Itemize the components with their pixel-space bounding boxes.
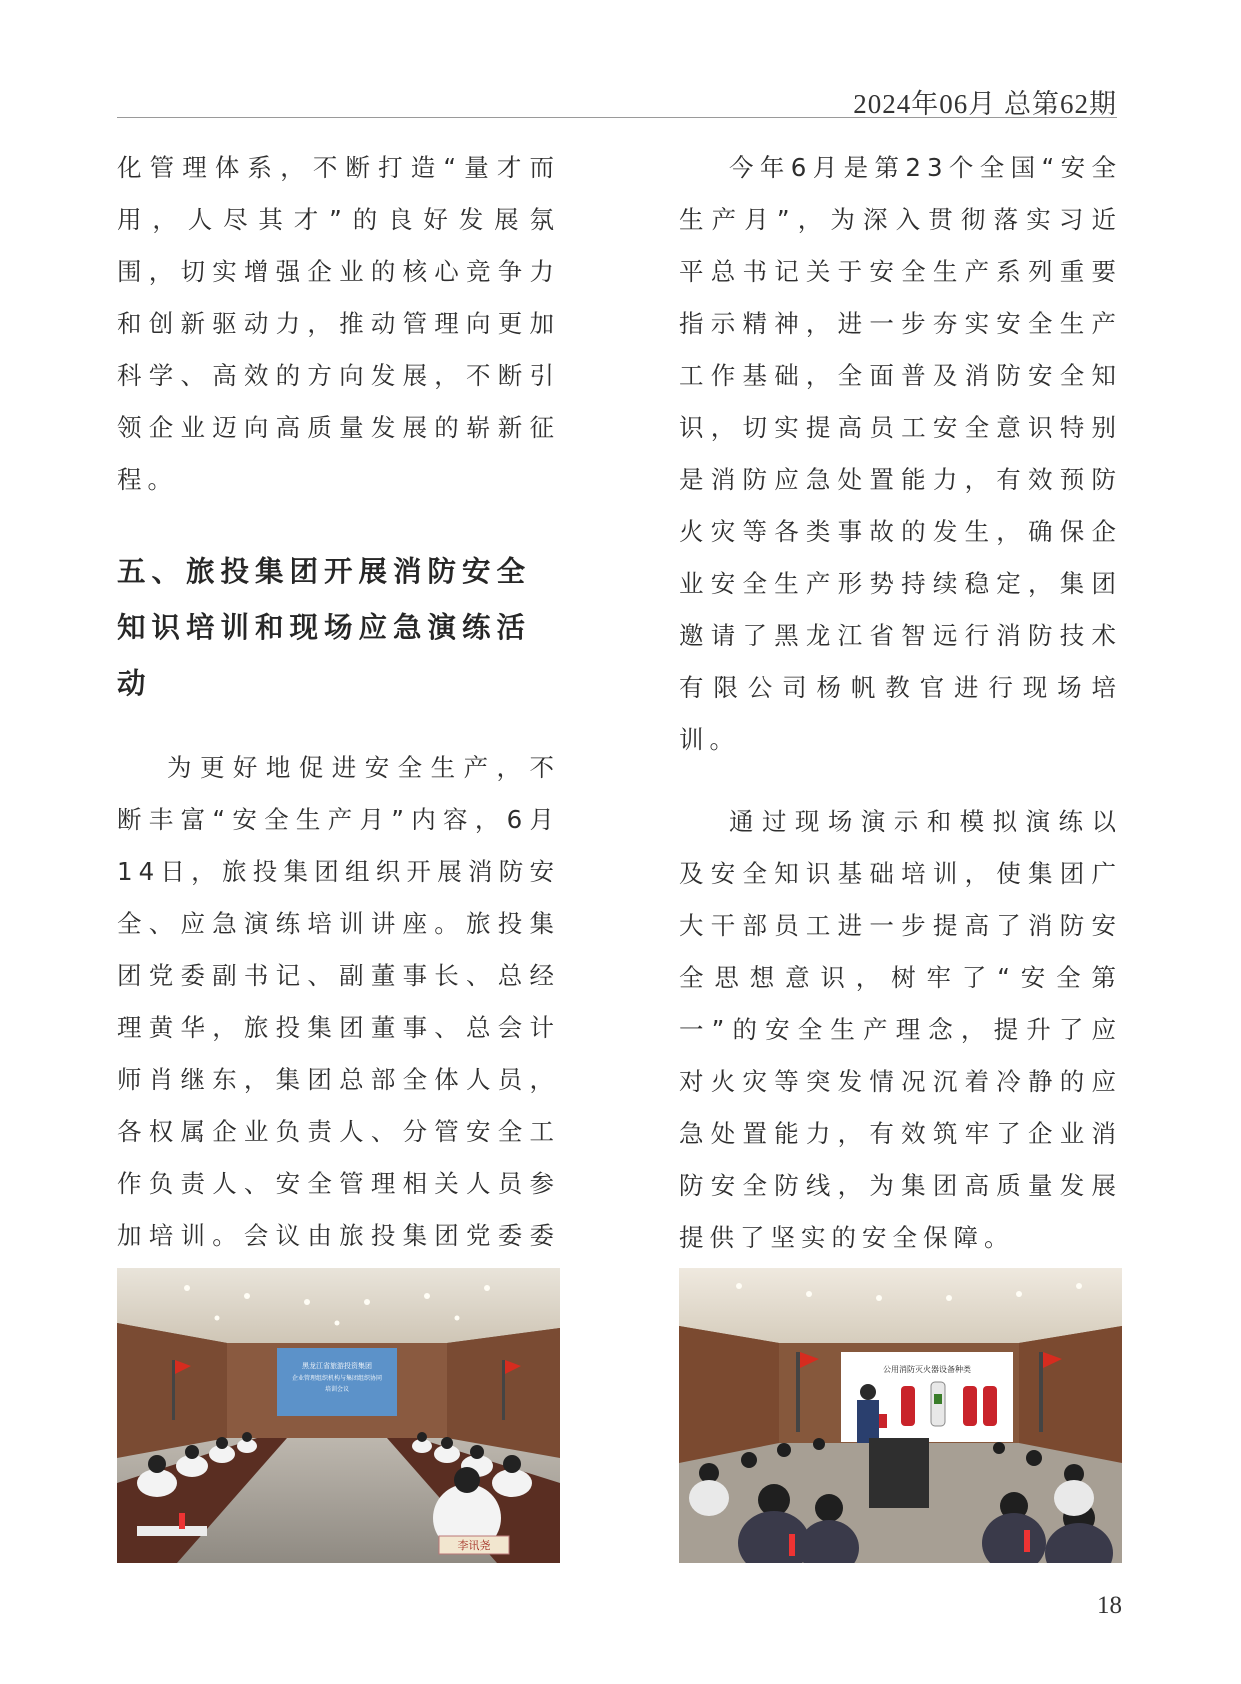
header-divider xyxy=(117,117,1117,118)
meeting-photo-left xyxy=(117,1268,560,1563)
left-column xyxy=(117,142,560,1314)
slide-title: 公用消防灭火器设备种类 xyxy=(883,1365,971,1374)
training-photo-right xyxy=(679,1268,1122,1563)
right-column xyxy=(679,142,1122,1264)
issue-info: 2024年06月 总第62期 xyxy=(853,89,1117,119)
nameplate: 李讯尧 xyxy=(457,1539,491,1552)
page-number: 18 xyxy=(1097,1592,1122,1619)
screen-line-3: 培训会议 xyxy=(324,1386,350,1393)
section-heading: 五、旅投集团开展消防安全知识培训和现场应急演练活动 xyxy=(117,555,532,700)
screen-line-2: 企业管理组织机构与集团组织协同 xyxy=(291,1375,383,1382)
paragraph-outcome: 通过现场演示和模拟演练以及安全知识基础培训，使集团广大干部员工进一步提高了消防安全思想意识，树牢了“安全第一”的安全生产理念，提升了应对火灾等突发情况沉着冷静的应急处置能力，有效筑牢了企业消防安全防线，为集团高质量发展提供了坚实的安全保障。 xyxy=(679,807,1122,1252)
paragraph-training: 为更好地促进安全生产，不断丰富“安全生产月”内容，6月14日，旅投集团组织开展消防安全、应急演练培训讲座。旅投集团党委副书记、副董事长、总经理黄华，旅投集团董事、总会计师肖继东，集团总部全体人员，各权属企业负责人、分管安全工作负责人、安全管理相关人员参加培训。会议由旅投集团党委委 xyxy=(117,753,560,1250)
screen-line-1: 黑龙江省旅游投资集团 xyxy=(302,1362,372,1370)
paragraph-continued: 化管理体系，不断打造“量才而用，人尽其才”的良好发展氛围，切实增强企业的核心竞争力和创新驱动力，推动管理向更加科学、高效的方向发展，不断引领企业迈向高质量发展的崭新征程。 xyxy=(117,153,560,494)
paragraph-safety-month: 今年6月是第23个全国“安全生产月”，为深入贯彻落实习近平总书记关于安全生产系列重要指示精神，进一步夯实安全生产工作基础，全面普及消防安全知识，切实提高员工安全意识特别是消防应急处置能力，有效预防火灾等各类事故的发生，确保企业安全生产形势持续稳定，集团邀请了黑龙江省智远行消防技术有限公司杨帆教官进行现场培训。 xyxy=(679,153,1122,754)
